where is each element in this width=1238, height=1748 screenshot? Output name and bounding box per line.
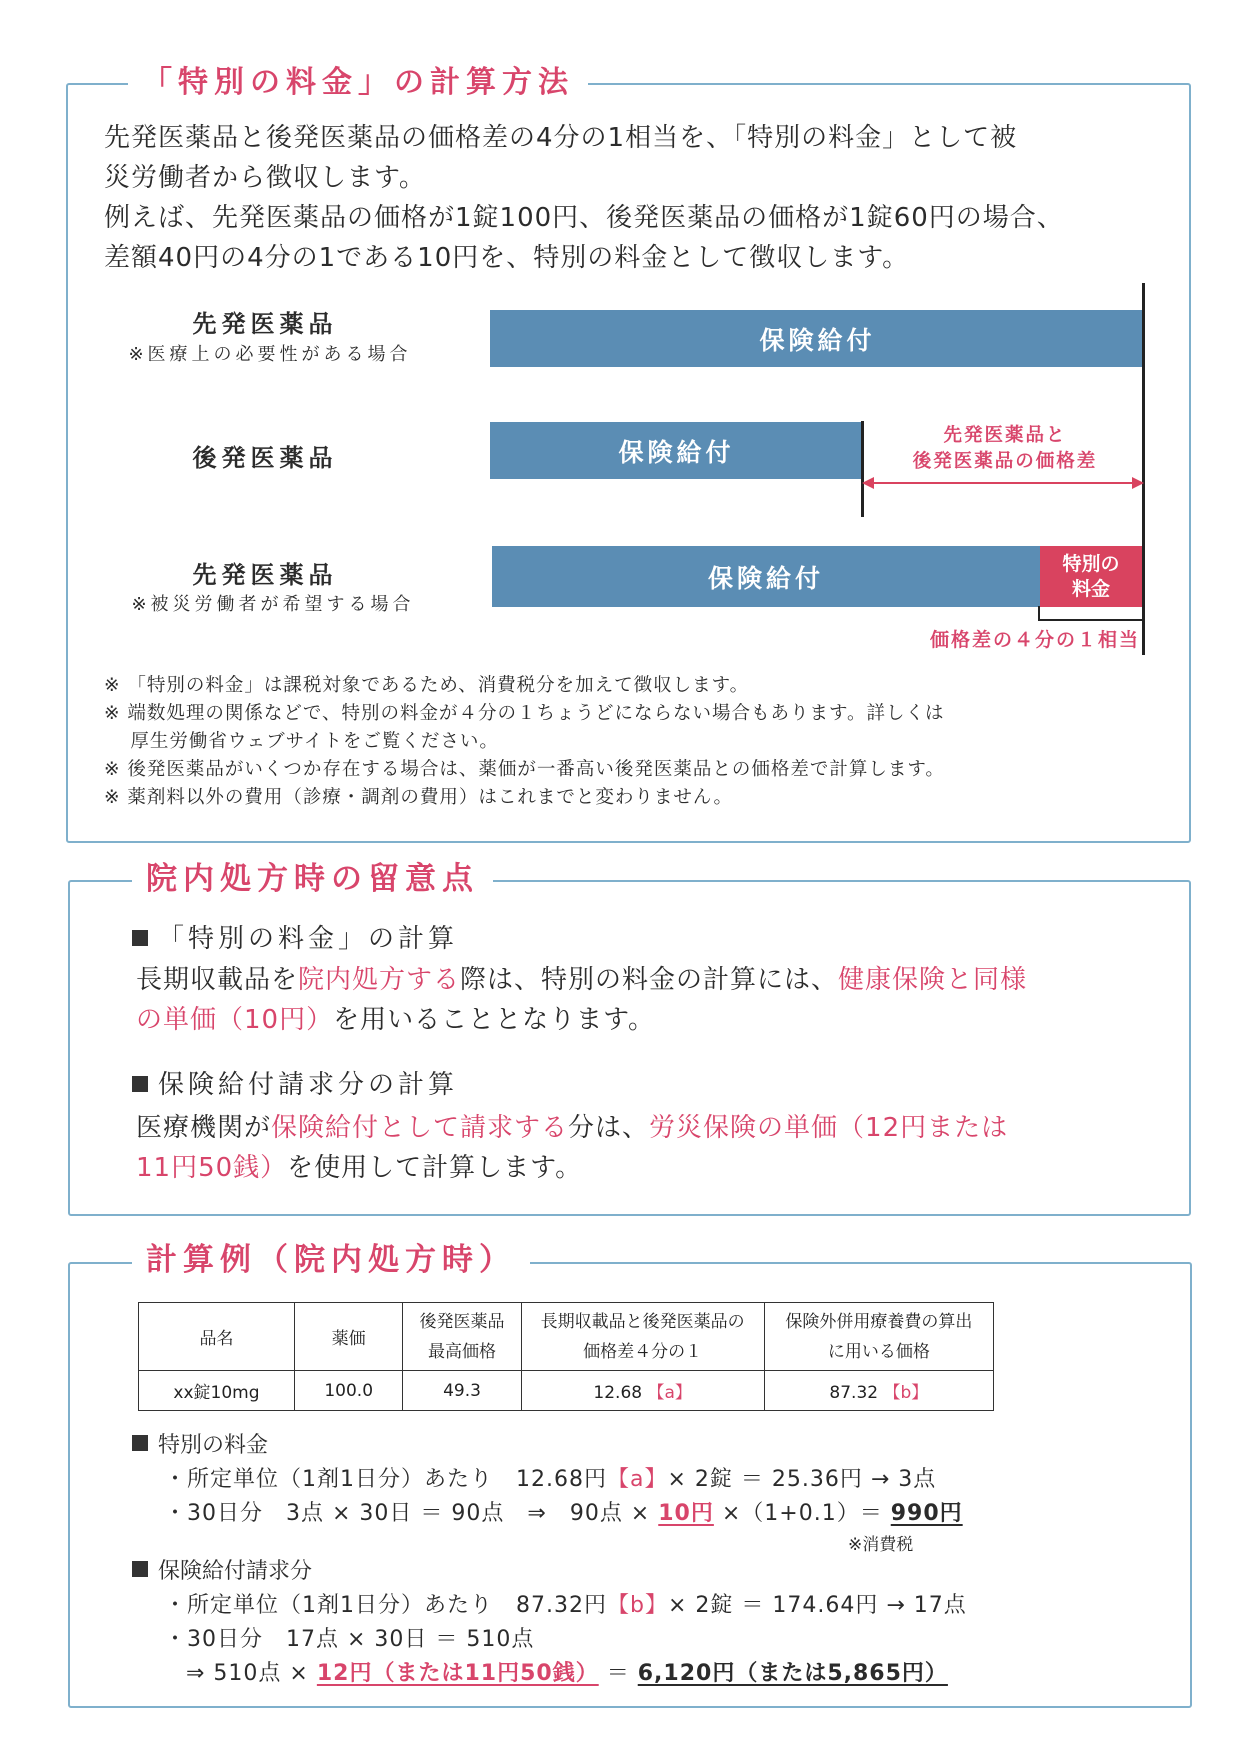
insurance-unit-line: ・所定単位（1剤1日分）あたり 87.32円【b】× 2錠 ＝ 174.64円 → 17点 — [164, 1593, 967, 1618]
insurance-example-heading: 保険給付請求分 — [132, 1554, 312, 1585]
special-fee-line-1: 特別の — [1062, 552, 1120, 575]
special-fee-30day-line: ・30日分 3点 × 30日 ＝ 90点 ⇒ 90点 × 10円 ×（1+0.1）＝ 990円 — [164, 1501, 963, 1526]
table-cell-calc-price: 87.32 【b】 — [764, 1371, 993, 1411]
row2-insurance-bar: 保険給付 — [490, 422, 863, 479]
square-bullet-icon — [132, 1561, 148, 1577]
special-fee-example-heading: 特別の料金 — [132, 1428, 268, 1459]
unit-10yen: 10円 — [658, 1501, 714, 1526]
table-cell-price-diff: 12.68 【a】 — [521, 1371, 764, 1411]
section-calculation-method-title: 「特別の料金」の計算方法 — [128, 62, 588, 104]
quarter-bracket — [1036, 606, 1146, 626]
row3-drug-note: ※被災労働者が希望する場合 — [131, 594, 415, 615]
square-bullet-icon — [132, 1076, 148, 1092]
special-fee-bar — [1040, 546, 1142, 607]
rousai-unit-highlight: 労災保険の単価（12円または — [649, 1113, 1009, 1143]
special-fee-calc-text: 長期収載品を院内処方する際は、特別の料金の計算には、健康保険と同様 の単価（10円）を用いることとなります。 — [136, 965, 1028, 1035]
table-cell-generic-max: 49.3 — [403, 1371, 521, 1411]
square-bullet-icon — [132, 1435, 148, 1451]
insurance-total-line: ⇒ 510点 × 12円（または11円50銭） ＝ 6,120円（または5,865円） — [186, 1661, 948, 1686]
insurance-claim-calc-heading: 保険給付請求分の計算 — [132, 1064, 458, 1101]
rousai-unit-price: 12円（または11円50銭） — [316, 1661, 599, 1686]
row1-insurance-bar: 保険給付 — [490, 310, 1145, 367]
price-diff-line-1: 先発医薬品と — [943, 425, 1067, 446]
intro-line-1: 先発医薬品と後発医薬品の価格差の4分の1相当を、「特別の料金」として被 — [104, 123, 1018, 153]
special-fee-calc-heading: 「特別の料金」の計算 — [132, 918, 458, 955]
rousai-unit-highlight-2: 11円50銭） — [136, 1153, 288, 1183]
calculation-intro — [104, 118, 1174, 278]
insurance-total-result: 6,120円（または5,865円） — [637, 1661, 948, 1686]
intro-line-4: 差額40円の4分の1である10円を、特別の料金として徴収します。 — [104, 243, 910, 273]
row1-drug-label: 先発医薬品 — [192, 310, 338, 338]
calculation-notes — [104, 672, 1184, 812]
table-cell-price: 100.0 — [294, 1371, 402, 1411]
table-header-price-diff: 長期収載品と後発医薬品の 価格差４分の１ — [521, 1303, 764, 1371]
table-header-name: 品名 — [139, 1303, 295, 1371]
row1-drug-note: ※医療上の必要性がある場合 — [128, 344, 412, 365]
section-in-hospital-notes-title: 院内処方時の留意点 — [132, 857, 493, 901]
unit-price-highlight: の単価（10円） — [136, 1005, 334, 1035]
note-2: ※ 端数処理の関係などで、特別の料金が４分の１ちょうどにならない場合もあります。詳しくは — [104, 703, 945, 724]
note-5: ※ 薬剤料以外の費用（診療・調剤の費用）はこれまでと変わりません。 — [104, 787, 733, 808]
insurance-claim-calc-text: 医療機関が保険給付として請求する分は、労災保険の単価（12円または 11円50銭）を使用して計算します。 — [136, 1113, 1009, 1183]
health-insurance-highlight: 健康保険と同様 — [838, 965, 1028, 995]
special-fee-line-2: 料金 — [1071, 577, 1110, 600]
in-hospital-highlight: 院内処方する — [298, 965, 461, 995]
price-diff-arrow — [860, 472, 1146, 494]
intro-line-2: 災労働者から徴収します。 — [104, 163, 426, 193]
table-header-generic-max: 後発医薬品 最高価格 — [403, 1303, 521, 1371]
section-calculation-example-title: 計算例（院内処方時） — [132, 1238, 530, 1282]
row2-drug-label: 後発医薬品 — [192, 444, 338, 472]
row3-insurance-bar: 保険給付 — [492, 546, 1040, 607]
table-cell-name: xx錠10mg — [139, 1371, 295, 1411]
insurance-30day-line: ・30日分 17点 × 30日 ＝ 510点 — [164, 1627, 535, 1652]
square-bullet-icon — [132, 930, 148, 946]
claim-highlight: 保険給付として請求する — [271, 1113, 569, 1143]
intro-line-3: 例えば、先発医薬品の価格が1錠100円、後発医薬品の価格が1錠60円の場合、 — [104, 203, 1064, 233]
row2-end-line — [861, 421, 864, 517]
price-diff-label — [880, 423, 1130, 475]
table-header-price: 薬価 — [294, 1303, 402, 1371]
note-4: ※ 後発医薬品がいくつか存在する場合は、薬価が一番高い後発医薬品との価格差で計算します。 — [104, 759, 945, 780]
right-boundary-line — [1142, 283, 1145, 655]
row3-drug-label: 先発医薬品 — [192, 561, 338, 589]
price-diff-line-2: 後発医薬品の価格差 — [912, 451, 1098, 472]
special-fee-result: 990円 — [890, 1501, 963, 1526]
note-3: 厚生労働省ウェブサイトをご覧ください。 — [104, 731, 499, 752]
tax-note: ※消費税 — [848, 1535, 914, 1555]
quarter-label: 価格差の４分の１相当 — [929, 629, 1140, 651]
table-header-calc-price: 保険外併用療養費の算出 に用いる価格 — [764, 1303, 993, 1371]
calculation-table — [138, 1302, 994, 1411]
special-fee-unit-line: ・所定単位（1剤1日分）あたり 12.68円【a】× 2錠 ＝ 25.36円 → 3点 — [164, 1467, 937, 1492]
note-1: ※ 「特別の料金」は課税対象であるため、消費税分を加えて徴収します。 — [104, 675, 750, 696]
